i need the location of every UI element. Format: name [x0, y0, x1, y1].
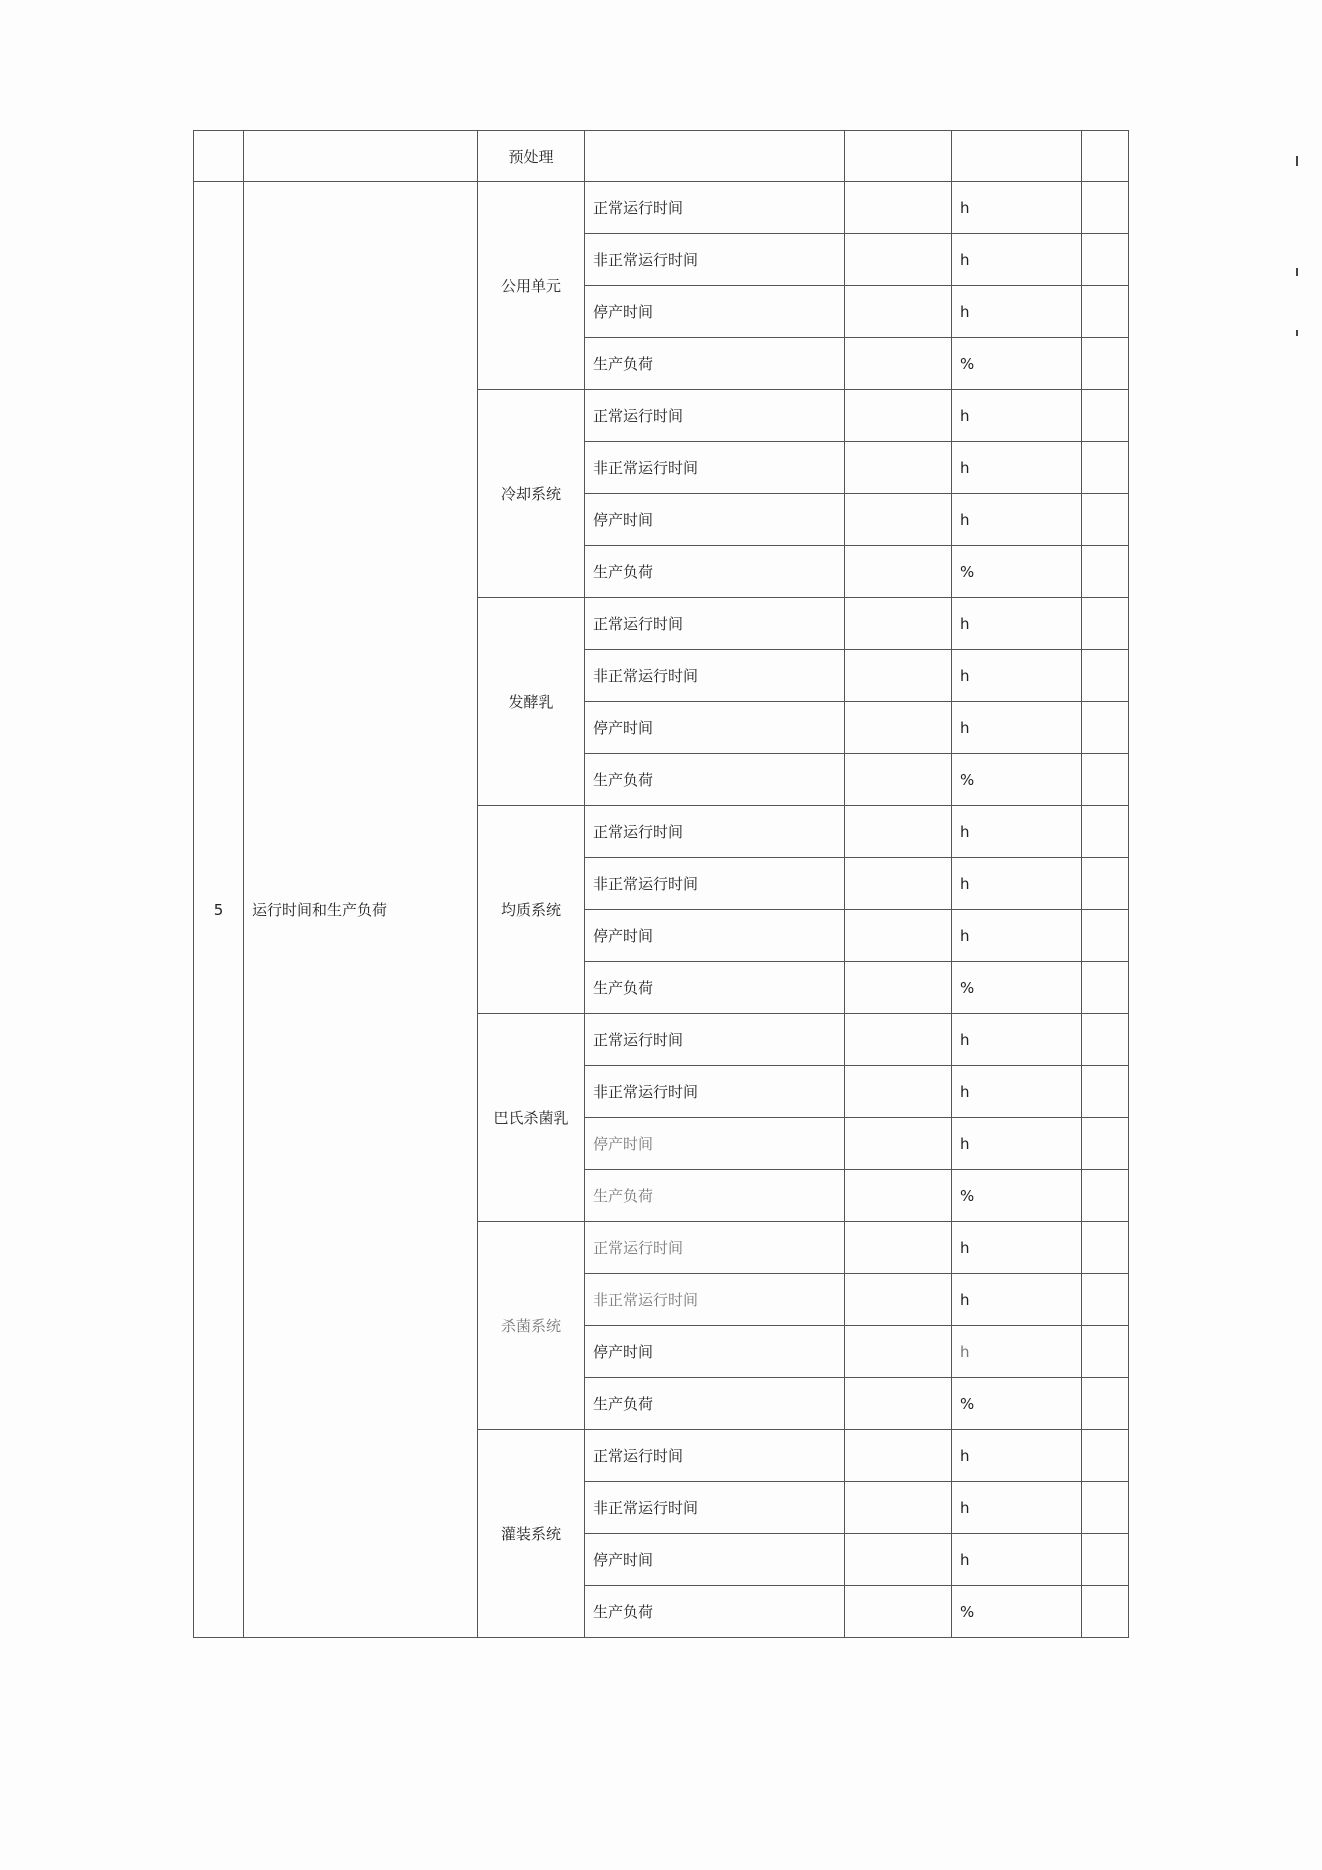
unit-cell: h	[952, 1274, 1082, 1326]
unit-cell: h	[952, 1118, 1082, 1170]
value-cell	[845, 1430, 952, 1482]
unit-cell: h	[952, 806, 1082, 858]
cell-note-empty	[1082, 131, 1129, 182]
item-label: 正常运行时间	[585, 598, 845, 650]
note-cell	[1082, 1534, 1129, 1586]
value-cell	[845, 598, 952, 650]
note-cell	[1082, 338, 1129, 390]
note-cell	[1082, 650, 1129, 702]
edge-mark	[1296, 330, 1298, 336]
unit-cell: h	[952, 494, 1082, 546]
note-cell	[1082, 442, 1129, 494]
value-cell	[845, 1482, 952, 1534]
item-label: 非正常运行时间	[585, 1066, 845, 1118]
note-cell	[1082, 1586, 1129, 1638]
value-cell	[845, 1586, 952, 1638]
unit-cell: h	[952, 1326, 1082, 1378]
unit-cell: %	[952, 754, 1082, 806]
item-label: 正常运行时间	[585, 1014, 845, 1066]
value-cell	[845, 1326, 952, 1378]
unit-cell: h	[952, 910, 1082, 962]
unit-cell: h	[952, 1534, 1082, 1586]
item-label: 正常运行时间	[585, 1430, 845, 1482]
unit-cell: %	[952, 962, 1082, 1014]
unit-cell: h	[952, 390, 1082, 442]
value-cell	[845, 234, 952, 286]
value-cell	[845, 1014, 952, 1066]
value-cell	[845, 1534, 952, 1586]
unit-cell: %	[952, 338, 1082, 390]
note-cell	[1082, 754, 1129, 806]
unit-cell: %	[952, 546, 1082, 598]
unit-cell: h	[952, 1430, 1082, 1482]
note-cell	[1082, 702, 1129, 754]
item-label: 非正常运行时间	[585, 858, 845, 910]
note-cell	[1082, 546, 1129, 598]
item-label: 生产负荷	[585, 338, 845, 390]
item-label: 非正常运行时间	[585, 234, 845, 286]
unit-cell: h	[952, 702, 1082, 754]
note-cell	[1082, 1222, 1129, 1274]
unit-cell: h	[952, 1014, 1082, 1066]
edge-mark	[1296, 268, 1298, 276]
system-name: 均质系统	[478, 806, 585, 1014]
value-cell	[845, 1066, 952, 1118]
value-cell	[845, 494, 952, 546]
system-name: 杀菌系统	[478, 1222, 585, 1430]
item-label: 非正常运行时间	[585, 442, 845, 494]
note-cell	[1082, 390, 1129, 442]
unit-cell: %	[952, 1378, 1082, 1430]
note-cell	[1082, 286, 1129, 338]
item-label: 生产负荷	[585, 1378, 845, 1430]
system-name: 冷却系统	[478, 390, 585, 598]
item-label: 生产负荷	[585, 1586, 845, 1638]
cell-unit-empty	[952, 131, 1082, 182]
item-label: 停产时间	[585, 1326, 845, 1378]
cell-name-empty	[244, 131, 478, 182]
item-label: 正常运行时间	[585, 1222, 845, 1274]
unit-cell: h	[952, 1222, 1082, 1274]
item-label: 非正常运行时间	[585, 1482, 845, 1534]
item-label: 停产时间	[585, 702, 845, 754]
pretreatment-label: 预处理	[478, 131, 585, 182]
item-label: 停产时间	[585, 1534, 845, 1586]
value-cell	[845, 910, 952, 962]
item-label: 非正常运行时间	[585, 1274, 845, 1326]
value-cell	[845, 338, 952, 390]
table-row	[194, 131, 1129, 182]
item-label: 生产负荷	[585, 546, 845, 598]
note-cell	[1082, 1326, 1129, 1378]
note-cell	[1082, 1014, 1129, 1066]
cell-item-empty	[585, 131, 845, 182]
item-label: 生产负荷	[585, 1170, 845, 1222]
unit-cell: h	[952, 1066, 1082, 1118]
value-cell	[845, 286, 952, 338]
unit-cell: h	[952, 442, 1082, 494]
value-cell	[845, 962, 952, 1014]
note-cell	[1082, 1430, 1129, 1482]
value-cell	[845, 546, 952, 598]
cell-value-empty	[845, 131, 952, 182]
note-cell	[1082, 1170, 1129, 1222]
unit-cell: h	[952, 1482, 1082, 1534]
note-cell	[1082, 1482, 1129, 1534]
note-cell	[1082, 962, 1129, 1014]
item-label: 停产时间	[585, 910, 845, 962]
item-label: 停产时间	[585, 494, 845, 546]
cell-number-empty	[194, 131, 244, 182]
item-label: 正常运行时间	[585, 182, 845, 234]
system-name: 灌装系统	[478, 1430, 585, 1638]
system-name: 公用单元	[478, 182, 585, 390]
unit-cell: h	[952, 650, 1082, 702]
note-cell	[1082, 1378, 1129, 1430]
unit-cell: %	[952, 1586, 1082, 1638]
value-cell	[845, 442, 952, 494]
item-label: 正常运行时间	[585, 806, 845, 858]
operation-time-table	[193, 130, 1129, 1638]
unit-cell: h	[952, 182, 1082, 234]
note-cell	[1082, 1118, 1129, 1170]
value-cell	[845, 650, 952, 702]
note-cell	[1082, 234, 1129, 286]
note-cell	[1082, 494, 1129, 546]
value-cell	[845, 1222, 952, 1274]
item-label: 非正常运行时间	[585, 650, 845, 702]
value-cell	[845, 702, 952, 754]
table-row	[194, 182, 1129, 234]
value-cell	[845, 806, 952, 858]
note-cell	[1082, 598, 1129, 650]
section-number: 5	[194, 182, 244, 1638]
edge-mark	[1296, 156, 1298, 166]
system-name: 发酵乳	[478, 598, 585, 806]
note-cell	[1082, 806, 1129, 858]
unit-cell: h	[952, 598, 1082, 650]
note-cell	[1082, 910, 1129, 962]
section-title: 运行时间和生产负荷	[244, 182, 478, 1638]
item-label: 生产负荷	[585, 962, 845, 1014]
value-cell	[845, 1170, 952, 1222]
note-cell	[1082, 1274, 1129, 1326]
note-cell	[1082, 182, 1129, 234]
value-cell	[845, 1274, 952, 1326]
item-label: 正常运行时间	[585, 390, 845, 442]
value-cell	[845, 390, 952, 442]
unit-cell: h	[952, 234, 1082, 286]
unit-cell: h	[952, 858, 1082, 910]
value-cell	[845, 754, 952, 806]
item-label: 停产时间	[585, 286, 845, 338]
value-cell	[845, 858, 952, 910]
value-cell	[845, 182, 952, 234]
unit-cell: %	[952, 1170, 1082, 1222]
item-label: 停产时间	[585, 1118, 845, 1170]
system-name: 巴氏杀菌乳	[478, 1014, 585, 1222]
value-cell	[845, 1378, 952, 1430]
value-cell	[845, 1118, 952, 1170]
unit-cell: h	[952, 286, 1082, 338]
note-cell	[1082, 1066, 1129, 1118]
note-cell	[1082, 858, 1129, 910]
item-label: 生产负荷	[585, 754, 845, 806]
